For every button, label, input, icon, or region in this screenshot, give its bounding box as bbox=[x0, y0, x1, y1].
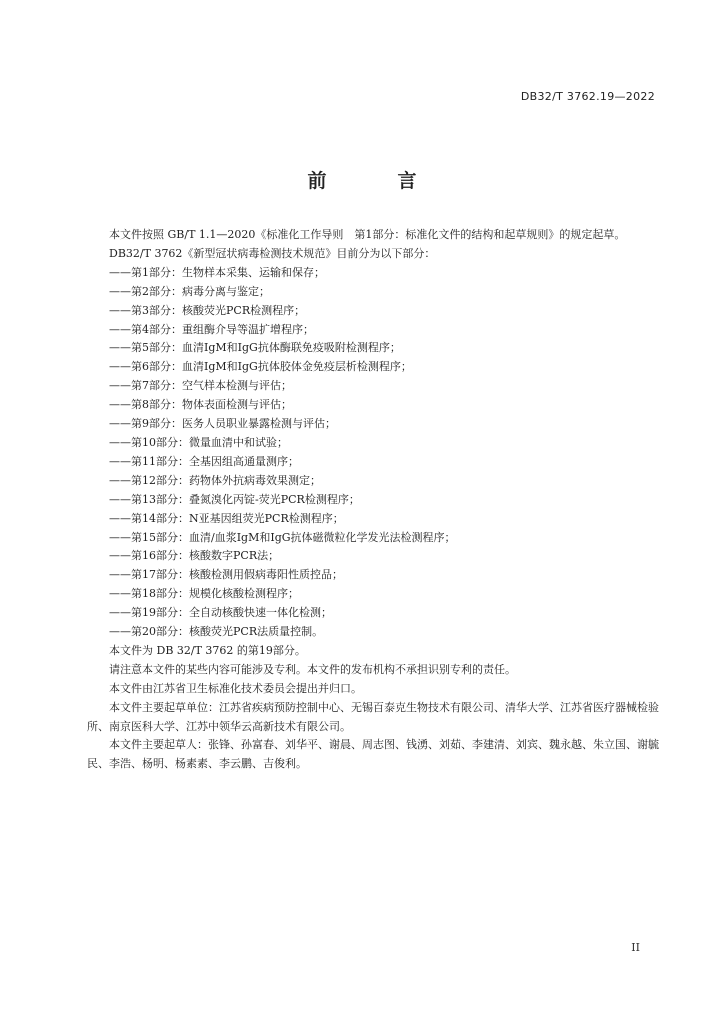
list-item: ——第14部分：N亚基因组荧光PCR检测程序； bbox=[109, 511, 344, 525]
closing-paragraph: 本文件由江苏省卫生标准化技术委员会提出并归口。 bbox=[109, 681, 362, 695]
list-item: ——第17部分：核酸检测用假病毒阳性质控品； bbox=[109, 568, 343, 582]
page-number: II bbox=[631, 941, 640, 954]
page-title: 前 言 bbox=[307, 170, 443, 192]
foreword-body bbox=[87, 226, 667, 774]
list-item: ——第12部分：药物体外抗病毒效果测定； bbox=[109, 473, 321, 487]
parts-list bbox=[87, 264, 667, 642]
list-item: ——第2部分：病毒分离与鉴定； bbox=[109, 284, 270, 298]
list-item: ——第5部分：血清IgM和IgG抗体酶联免疫吸附检测程序； bbox=[109, 341, 401, 355]
list-item: ——第20部分：核酸荧光PCR法质量控制。 bbox=[109, 625, 324, 639]
list-item: ——第10部分：微量血清中和试验； bbox=[109, 435, 288, 449]
list-item: ——第8部分：物体表面检测与评估； bbox=[109, 398, 292, 412]
document-code: DB32/T 3762.19—2022 bbox=[520, 90, 655, 103]
drafting-units-paragraph: 本文件主要起草单位：江苏省疾病预防控制中心、无锡百泰克生物技术有限公司、清华大学、江苏省医疗器械检验所、南京医科大学、江苏中领华云高新技术有限公司。 bbox=[87, 700, 659, 733]
list-item: ——第19部分：全自动核酸快速一体化检测； bbox=[109, 606, 332, 620]
intro-paragraph: 本文件按照 GB/T 1.1—2020《标准化工作导则 第1部分：标准化文件的结构和起草规则》的规定起草。 bbox=[109, 228, 626, 241]
closing-paragraph: 请注意本文件的某些内容可能涉及专利。本文件的发布机构不承担识别专利的责任。 bbox=[109, 662, 516, 676]
list-item: ——第11部分：全基因组高通量测序； bbox=[109, 454, 299, 468]
list-item: ——第1部分：生物样本采集、运输和保存； bbox=[109, 265, 325, 279]
intro-paragraph: DB32/T 3762《新型冠状病毒检测技术规范》目前分为以下部分： bbox=[109, 246, 436, 260]
list-item: ——第15部分：血清/血浆IgM和IgG抗体磁微粒化学发光法检测程序； bbox=[109, 530, 456, 544]
closing-paragraph: 本文件为 DB 32/T 3762 的第19部分。 bbox=[109, 643, 306, 657]
list-item: ——第7部分：空气样本检测与评估； bbox=[109, 379, 292, 393]
list-item: ——第4部分：重组酶介导等温扩增程序； bbox=[109, 322, 314, 336]
list-item: ——第13部分：叠氮溴化丙锭-荧光PCR检测程序； bbox=[109, 492, 360, 506]
drafters-paragraph: 本文件主要起草人：张锋、孙富春、刘华平、谢晨、周志图、钱湧、刘茹、李建清、刘宾、魏永越、朱立国、谢毓民、李浩、杨明、杨素素、李云鹏、吉俊利。 bbox=[87, 738, 659, 771]
list-item: ——第18部分：规模化核酸检测程序； bbox=[109, 587, 299, 601]
list-item: ——第9部分：医务人员职业暴露检测与评估； bbox=[109, 417, 336, 431]
list-item: ——第3部分：核酸荧光PCR检测程序； bbox=[109, 303, 306, 317]
list-item: ——第16部分：核酸数字PCR法； bbox=[109, 549, 280, 563]
list-item: ——第6部分：血清IgM和IgG抗体胶体金免疫层析检测程序； bbox=[109, 360, 412, 374]
